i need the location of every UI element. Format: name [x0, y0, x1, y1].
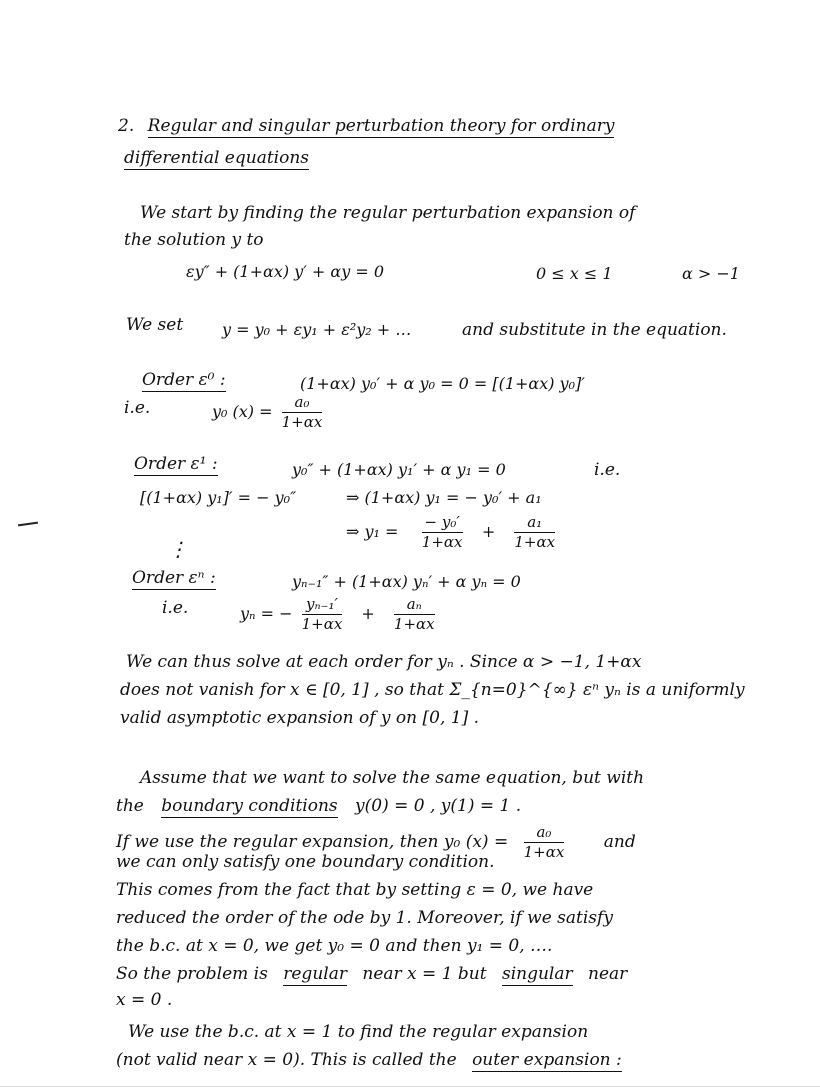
para3-line2 — [116, 1050, 622, 1070]
order1-fraction2 — [514, 514, 555, 551]
margin-tick-mark — [18, 522, 38, 527]
para2-line9: x = 0 . — [116, 990, 173, 1010]
set-suffix: and substitute in the equation. — [462, 320, 727, 340]
main-equation: εy″ + (1+αx) y′ + αy = 0 — [186, 262, 385, 281]
order0-ie: i.e. — [124, 398, 151, 418]
section-title-line2-wrap — [124, 148, 309, 168]
section-title-line1: Regular and singular perturbation theory for ordinary — [147, 116, 615, 136]
para2-line7: the b.c. at x = 0, we get y₀ = 0 and then y₁ = 0, …. — [116, 936, 553, 956]
domain-condition: 0 ≤ x ≤ 1 — [536, 264, 613, 283]
ordern-equation: yₙ₋₁″ + (1+αx) yₙ′ + α yₙ = 0 — [292, 572, 521, 591]
intro-line2: the solution y to — [124, 230, 264, 250]
order0-equation: (1+αx) y₀′ + α y₀ = 0 = [(1+αx) y₀]′ — [300, 374, 585, 393]
para2-line8-mid: near x = 1 but — [362, 964, 487, 984]
para3-outer-expansion: outer expansion : — [472, 1050, 622, 1070]
order0-label: Order ε⁰ : — [142, 370, 226, 390]
para2-regular: regular — [283, 964, 347, 984]
ordern-frac1-num: yₙ₋₁′ — [302, 596, 343, 615]
para2-line4: we can only satisfy one boundary condition. — [116, 852, 495, 872]
para1-line3: valid asymptotic expansion of y on [0, 1] . — [120, 708, 480, 728]
order1-line2-rhs: ⇒ (1+αx) y₁ = − y₀′ + a₁ — [346, 488, 542, 507]
section-title-line2: differential equations — [124, 148, 310, 168]
order1-equation: y₀″ + (1+αx) y₁′ + α y₁ = 0 — [292, 460, 506, 479]
para2-line2-pre: the — [116, 796, 144, 816]
order0-solution — [212, 394, 326, 431]
order0-sol-lhs: y₀ (x) = — [212, 402, 273, 421]
order1-frac1-den: 1+αx — [421, 533, 463, 551]
alpha-condition: α > −1 — [682, 264, 740, 283]
order0-frac-num: a₀ — [282, 394, 323, 413]
ordern-frac1-den: 1+αx — [301, 615, 343, 633]
set-prefix: We set — [126, 315, 184, 335]
order1-line3-lhs: ⇒ y₁ = — [346, 522, 399, 541]
para3-line1: We use the b.c. at x = 1 to find the regular expansion — [128, 1022, 589, 1042]
para2-line8 — [116, 964, 627, 984]
para2-fraction — [524, 824, 565, 861]
ordern-frac2-num: aₙ — [394, 596, 435, 615]
order1-label: Order ε¹ : — [134, 454, 218, 474]
ordern-frac2-den: 1+αx — [393, 615, 435, 633]
para2-frac-num: a₀ — [524, 824, 565, 843]
ordern-solution — [240, 596, 439, 633]
para1-line2: does not vanish for x ∈ [0, 1] , so that Σ_{n=0}^{∞} εⁿ yₙ is a uniformly — [120, 680, 745, 700]
para2-boundary-conditions: boundary conditions — [161, 796, 338, 816]
ordern-ie: i.e. — [162, 598, 189, 618]
order0-frac-den: 1+αx — [281, 413, 323, 431]
order1-plus: + — [481, 522, 496, 541]
para2-line5: This comes from the fact that by setting ε = 0, we have — [116, 880, 594, 900]
ordern-label: Order εⁿ : — [132, 568, 216, 588]
order1-frac2-den: 1+αx — [514, 533, 556, 551]
order1-solution — [346, 514, 559, 551]
para2-singular: singular — [501, 964, 573, 984]
set-expansion: y = y₀ + εy₁ + ε²y₂ + … — [222, 320, 412, 339]
para2-line2 — [116, 796, 521, 816]
para2-line8-post: near — [588, 964, 628, 984]
ordern-plus: + — [361, 604, 375, 623]
ordern-fraction1 — [302, 596, 343, 633]
para2-line6: reduced the order of the ode by 1. Moreover, if we satisfy — [116, 908, 613, 928]
para2-line3-text: If we use the regular expansion, then y₀ (x) = — [116, 832, 509, 852]
para3-line2-pre: (not valid near x = 0). This is called the — [116, 1050, 457, 1070]
para2-line2-post: y(0) = 0 , y(1) = 1 . — [355, 796, 522, 816]
order1-frac2-num: a₁ — [514, 514, 555, 533]
vertical-dots: ⋮ — [168, 537, 188, 561]
para2-line1: Assume that we want to solve the same equation, but with — [140, 768, 645, 788]
scan-bottom-edge — [0, 1086, 820, 1087]
order1-line2-lhs: [(1+αx) y₁]′ = − y₀″ — [140, 488, 297, 507]
order1-frac1-num: − y₀′ — [422, 514, 463, 533]
para2-frac-den: 1+αx — [523, 843, 565, 861]
para1-line1: We can thus solve at each order for yₙ . Since α > −1, 1+αx — [126, 652, 642, 672]
intro-line1: We start by finding the regular perturbation expansion of — [140, 203, 636, 223]
section-number: 2. — [118, 116, 135, 136]
para2-line3-post: and — [603, 832, 636, 852]
ordern-fraction2 — [394, 596, 435, 633]
ordern-sol-lhs: yₙ = − — [240, 604, 293, 623]
order0-fraction — [282, 394, 323, 431]
order1-fraction1 — [422, 514, 463, 551]
order1-label-wrap — [134, 454, 218, 474]
order1-ie: i.e. — [594, 460, 621, 480]
order0-label-wrap — [142, 370, 226, 390]
para2-line8-pre: So the problem is — [116, 964, 268, 984]
section-heading — [118, 116, 614, 136]
ordern-label-wrap — [132, 568, 216, 588]
